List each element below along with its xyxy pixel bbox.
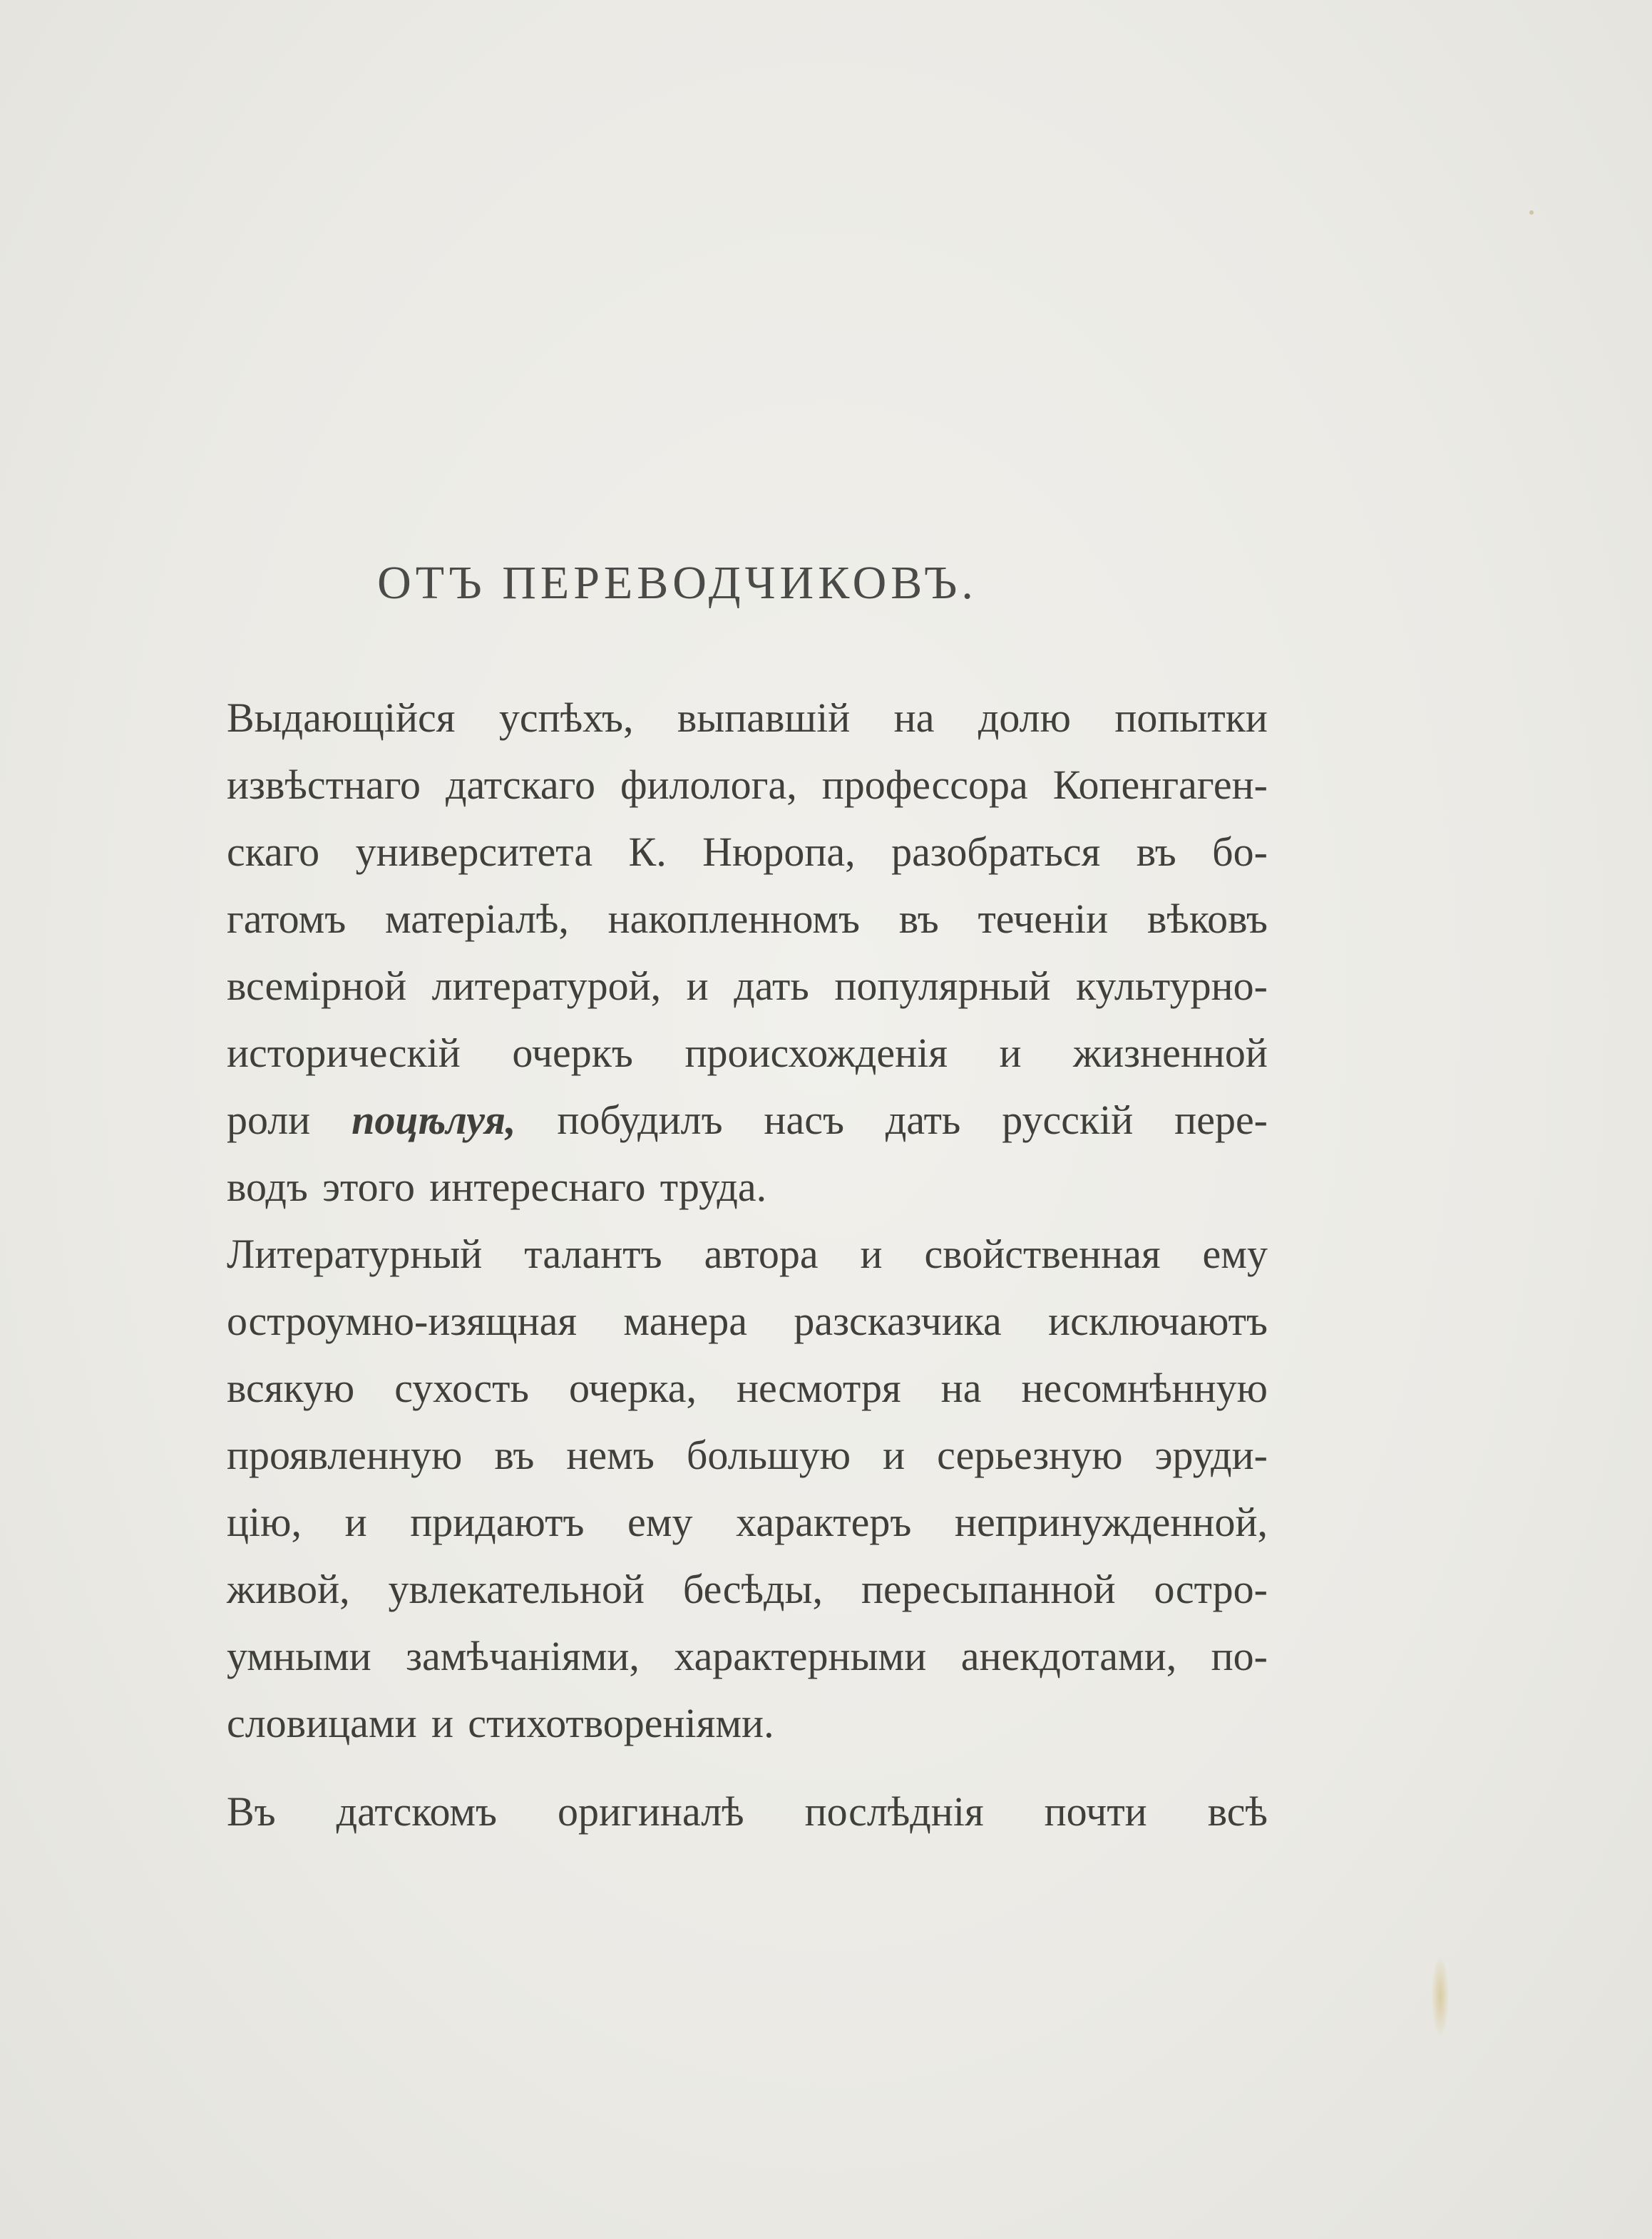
word: ему xyxy=(1202,1231,1268,1277)
text-line xyxy=(227,1154,1268,1221)
word: пересыпанной xyxy=(861,1566,1116,1612)
word: этого xyxy=(322,1164,415,1210)
word: датскомъ xyxy=(336,1788,498,1835)
word: гатомъ xyxy=(227,896,347,942)
word: по- xyxy=(1211,1633,1268,1679)
word: дать xyxy=(734,963,809,1009)
text-line xyxy=(227,1288,1268,1355)
word: и xyxy=(344,1499,367,1545)
word: университета xyxy=(355,829,593,875)
text-line xyxy=(227,1422,1268,1489)
page-heading: ОТЪ ПЕРЕВОДЧИКОВЪ. xyxy=(377,557,978,609)
text-line xyxy=(227,1778,1268,1845)
word: послѣднія xyxy=(804,1788,984,1835)
word: вѣковъ xyxy=(1146,896,1268,942)
word: теченіи xyxy=(978,896,1109,942)
word: Нюропа, xyxy=(702,829,856,875)
word: бесѣды, xyxy=(682,1566,824,1612)
word: исключаютъ xyxy=(1048,1298,1268,1344)
word: и xyxy=(999,1030,1022,1076)
word: большую xyxy=(686,1432,851,1478)
word: успѣхъ, xyxy=(498,695,634,741)
word: скаго xyxy=(227,829,320,875)
word: почти xyxy=(1044,1788,1147,1835)
word: живой, xyxy=(227,1566,350,1612)
paper-speck xyxy=(1529,210,1534,215)
text-line xyxy=(227,1221,1268,1288)
paper-stain xyxy=(1432,1957,1449,2036)
word: Копенгаген- xyxy=(1052,762,1268,808)
word: и xyxy=(431,1700,453,1746)
text-line xyxy=(227,1020,1268,1087)
text-line xyxy=(227,1087,1268,1154)
word: популярный xyxy=(834,963,1051,1009)
word: на xyxy=(940,1365,982,1411)
word: остро- xyxy=(1154,1566,1268,1612)
word: насъ xyxy=(764,1097,844,1143)
text-line xyxy=(227,1556,1268,1623)
word: Литературный xyxy=(227,1231,483,1277)
word: цію, xyxy=(227,1499,302,1545)
word: попытки xyxy=(1114,695,1268,741)
text-line xyxy=(227,819,1268,886)
word: сухость xyxy=(394,1365,529,1411)
word: очеркъ xyxy=(512,1030,633,1076)
word: бо- xyxy=(1212,829,1268,875)
word: несмотря xyxy=(736,1365,901,1411)
word: остроумно-изящная xyxy=(227,1298,578,1344)
word: происхожденія xyxy=(684,1030,948,1076)
word: увлекательной xyxy=(388,1566,645,1612)
word: анекдотами, xyxy=(960,1633,1177,1679)
word: долю xyxy=(978,695,1071,741)
word: свойственная xyxy=(924,1231,1161,1277)
word: и xyxy=(686,963,709,1009)
word: и xyxy=(883,1432,905,1478)
word: придаютъ xyxy=(410,1499,585,1545)
body-text xyxy=(227,685,1268,1845)
word: выпавшій xyxy=(677,695,851,741)
word: талантъ xyxy=(524,1231,662,1277)
word: разсказчика xyxy=(794,1298,1002,1344)
text-line xyxy=(227,1690,1268,1757)
word: извѣстнаго xyxy=(227,762,421,808)
word: всемірной xyxy=(227,963,407,1009)
word: словицами xyxy=(227,1700,417,1746)
word: филолога, xyxy=(620,762,797,808)
word: культурно- xyxy=(1076,963,1268,1009)
word: автора xyxy=(704,1231,819,1277)
word: стихотвореніями. xyxy=(468,1700,774,1746)
word: побудилъ xyxy=(557,1097,723,1143)
emphasized-word: поцѣлуя, xyxy=(352,1097,516,1143)
text-line xyxy=(227,1489,1268,1556)
text-line xyxy=(227,1355,1268,1422)
word: жизненной xyxy=(1073,1030,1268,1076)
word: труда. xyxy=(660,1164,767,1210)
word: проявленную xyxy=(227,1432,463,1478)
word: дать xyxy=(885,1097,961,1143)
word: историческій xyxy=(227,1030,461,1076)
word: Въ xyxy=(227,1788,276,1835)
word: манера xyxy=(623,1298,747,1344)
word: очерка, xyxy=(568,1365,697,1411)
word: литературой, xyxy=(431,963,662,1009)
word: замѣчаніями, xyxy=(406,1633,640,1679)
text-line xyxy=(227,685,1268,752)
word: интереснаго xyxy=(429,1164,646,1210)
word: накопленномъ xyxy=(607,896,861,942)
text-line xyxy=(227,886,1268,953)
word: немъ xyxy=(566,1432,655,1478)
word: разобраться xyxy=(891,829,1101,875)
word: серьезную xyxy=(937,1432,1123,1478)
text-line xyxy=(227,752,1268,819)
word: пере- xyxy=(1174,1097,1268,1143)
word: непринужденной, xyxy=(954,1499,1268,1545)
word: роли xyxy=(227,1097,311,1143)
word: въ xyxy=(494,1432,535,1478)
word: всѣ xyxy=(1207,1788,1268,1835)
word: матеріалѣ, xyxy=(384,896,569,942)
text-line xyxy=(227,953,1268,1020)
word: всякую xyxy=(227,1365,355,1411)
word: характерными xyxy=(674,1633,927,1679)
word: характеръ xyxy=(736,1499,912,1545)
word: въ xyxy=(1136,829,1176,875)
word: датскаго xyxy=(446,762,595,808)
word: водъ xyxy=(227,1164,308,1210)
word: ему xyxy=(627,1499,693,1545)
word: профессора xyxy=(821,762,1028,808)
word: въ xyxy=(898,896,939,942)
word: Выдающійся xyxy=(227,695,456,741)
word: несомнѣнную xyxy=(1021,1365,1268,1411)
word: русскій xyxy=(1002,1097,1134,1143)
word: и xyxy=(860,1231,883,1277)
word: эруди- xyxy=(1154,1432,1268,1478)
word: на xyxy=(893,695,935,741)
word: умными xyxy=(227,1633,371,1679)
word: К. xyxy=(628,829,667,875)
paragraph-gap xyxy=(227,1757,1268,1778)
word: оригиналѣ xyxy=(558,1788,744,1835)
text-line xyxy=(227,1623,1268,1690)
